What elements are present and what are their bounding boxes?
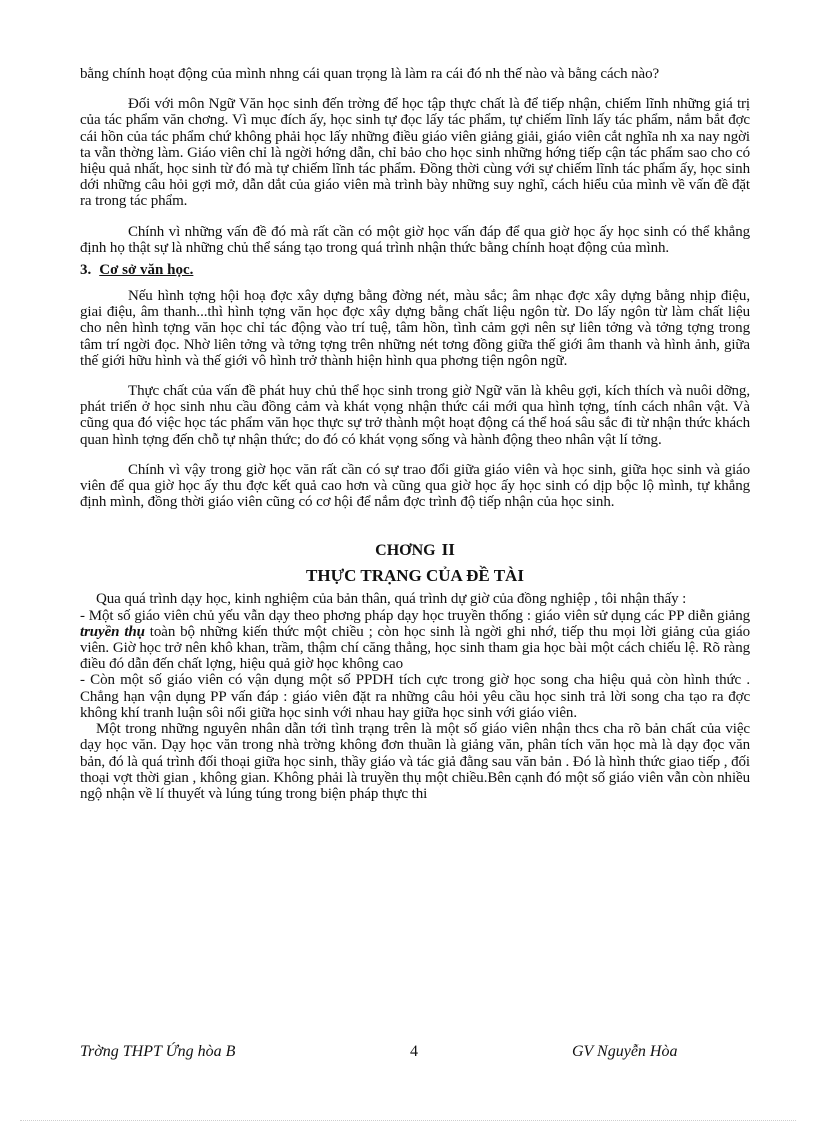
footer-teacher: GV Nguyễn Hòa — [572, 1043, 678, 1060]
bullet-1 — [80, 608, 750, 673]
paragraph-top-1: Đối với môn Ngữ Văn học sinh đến trờng để học tập thực chất là để tiếp nhận, chiếm lĩnh những giá trị của tác phẩm văn chơng. Vì mục đích ấy, học sinh tự đọc lấy tác phẩm, tự chiếm lĩnh lấy tác phẩm, nắm bắt đợc cái hồn của tác phẩm chứ không phải học lấy những điều giáo viên giảng giải, giáo viên cắt nghĩa nh xa nay ngời ta vẫn thờng làm. Giáo viên chỉ là ngời hớng dẫn, chỉ bảo cho học sinh những hớng tiếp cận tác phẩm sao cho có hiệu quả nhất, học sinh từ đó mà tự chiếm lĩnh tác phẩm. Đồng thời cùng với sự chiếm lĩnh tác phẩm ấy, học sinh dới những câu hỏi gợi mở, dẫn dắt của giáo viên mà trình bày những suy nghĩ, cách hiểu của mình về vấn đề đặt ra trong tác phẩm. — [80, 96, 750, 210]
section-3-number: 3. — [80, 262, 92, 279]
chapter-heading — [80, 540, 750, 561]
bullet-1-emphasis: truyền thụ — [80, 623, 145, 640]
section-3-heading — [80, 262, 750, 278]
paragraph-top-2: Chính vì những vấn đề đó mà rất cần có một giờ học vấn đáp để qua giờ học ấy học sinh có thể khẳng định họ thật sự là những chủ thể sáng tạo trong quá trình nhận thức bằng chính hoạt động của mình. — [80, 223, 750, 256]
bullet-1-text-a: - Một số giáo viên chủ yếu vẫn dạy theo phơng pháp dạy học truyền thống : giáo viên sử dụng các PP diễn giảng — [80, 607, 750, 624]
section-3-paragraph-0: Nếu hình tợng hội hoạ đợc xây dựng bằng đờng nét, màu sắc; âm nhạc đợc xây dựng bằng nhịp điệu, giai điệu, âm thanh...thì hình tợng văn học đợc xây dựng bằng chất liệu ngôn từ. Do lấy ngôn từ làm chất liệu cho nên hình tợng văn học chỉ tác động vào trí tuệ, tâm hồn, tình cảm gợi nên sự liên tởng và tởng tợng trong tâm trí ngời đọc. Nhờ liên tởng và tởng tợng trên những nét tơng đồng giữa thế giới âm thanh và hình ảnh, giữa thế giới hữu hình và thế giới vô hình trở thành hiện hình qua phơng tiện ngôn ngữ. — [80, 288, 750, 369]
chapter-title: THỰC TRẠNG CỦA ĐỀ TÀI — [306, 566, 524, 586]
chapter-intro: Qua quá trình dạy học, kinh nghiệm của bản thân, quá trình dự giờ của đồng nghiệp , tôi nhận thấy : — [96, 591, 687, 608]
closing-paragraph: Một trong những nguyên nhân dẫn tới tình trạng trên là một số giáo viên nhận thcs cha rõ bản chất của việc dạy học văn. Dạy học văn trong nhà trờng không đơn thuần là giảng văn, phân tích văn học mà là dạy đọc văn bản, đó là quá trình đối thoại giữa học sinh, thầy giáo và tác giả đằng sau văn bản . Đó là hình thức giao tiếp , đối thoại vợt thời gian , không gian. Không phải là truyền thụ một chiều.Bên cạnh đó một số giáo viên vẫn còn nhiều ngộ nhận về lí thuyết và lúng túng trong biện pháp thực thi — [80, 721, 750, 802]
footer-page-number: 4 — [410, 1043, 418, 1060]
page-footer — [80, 1043, 750, 1063]
section-3-title: Cơ sở văn học. — [99, 262, 194, 279]
chapter-roman: II — [441, 540, 455, 560]
bullet-2: - Còn một số giáo viên có vận dụng một số PPDH tích cực trong giờ học song cha hiệu quả còn hình thức . Chẳng hạn vận dụng PP vấn đáp : giáo viên đặt ra những câu hỏi yêu cầu học sinh trả lời song cha tạo ra đợc không khí tranh luận sôi nổi giữa học sinh với nhau hay giữa học sinh với giáo viên. — [80, 672, 750, 721]
bullet-1-text-b: toàn bộ những kiến thức một chiều ; còn học sinh là ngời ghi nhớ, tiếp thu mọi lời giảng của giáo viên. Giờ học trở nên khô khan, trầm, thậm chí căng thẳng, học sinh tham gia học bài một cách chiếu lệ. Rõ ràng điều đó dẫn đến chất lợng, hiệu quả giờ học không cao — [80, 623, 750, 673]
page-bottom-divider — [20, 1120, 796, 1121]
paragraph-top-0: bằng chính hoạt động của mình nhng cái quan trọng là làm ra cái đó nh thế nào và bằng cách nào? — [80, 66, 660, 82]
chapter-label: CHƠNG — [375, 542, 436, 560]
footer-school: Trờng THPT Ứng hòa B — [80, 1043, 236, 1060]
section-3-paragraph-1: Thực chất của vấn đề phát huy chủ thể học sinh trong giờ Ngữ văn là khêu gợi, kích thích và nuôi dỡng, phát triển ở học sinh nhu cầu đồng cảm và khát vọng nhận thức cái mới qua hình tợng, tính cách nhân vật. Và cũng qua đó việc học tác phẩm văn học thực sự trở thành một hoạt động cá thể hoá sâu sắc đi từ nhận thức khách quan hình tợng đến chỗ tự nhận thức; do đó có khát vọng sống và hành động theo nhân vật lí tởng. — [80, 383, 750, 448]
document-page — [80, 66, 750, 802]
section-3-paragraph-2: Chính vì vậy trong giờ học văn rất cần có sự trao đổi giữa giáo viên và học sinh, giữa học sinh và giáo viên để qua giờ học ấy thu đợc kết quả cao hơn và cũng qua giờ học ấy học sinh có dịp bộc lộ mình, tự khẳng định mình, đồng thời giáo viên cũng có cơ hội để nắm đợc trình độ tiếp nhận của học sinh. — [80, 461, 750, 511]
